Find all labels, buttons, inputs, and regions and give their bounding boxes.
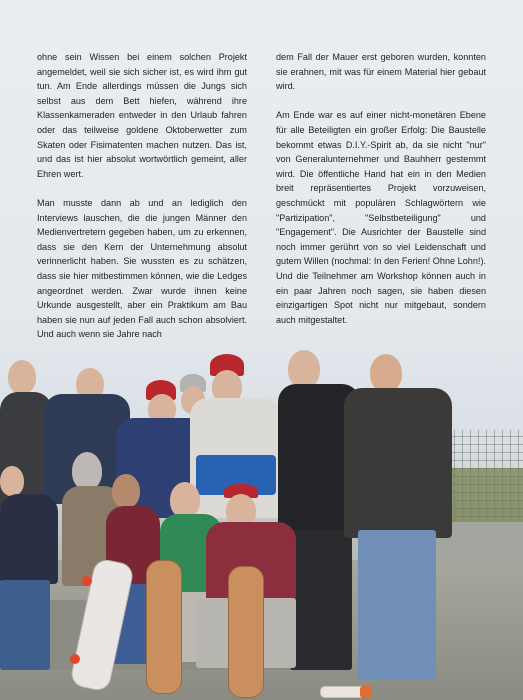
article-paragraph: Man musste dann ab und an lediglich den Interviews lauschen, die die jungen Männer den Medienvertretern gegeben haben, um zu erkennen, dass sie den Kern der Unternehmung absolut verinnerlicht haben. Sie wussten es zu schätzen, dass sie hier mitbestimmen können, wie die Ledges angeordnet werden. Zwar wurde ihnen keine Urkunde ausgestellt, aber ein Praktikum am Bau haben sie nun auf jeden Fall auch schon absolviert. Und auch wenn sie Jahre nach <box>37 197 247 340</box>
bottle-cap <box>360 686 372 698</box>
article-right-column <box>276 50 486 342</box>
article-left-column <box>37 50 247 356</box>
article-paragraph: dem Fall der Mauer erst geboren wurden, konnten sie erahnen, mit was für einem Material hier gebaut wird. <box>276 52 486 92</box>
article-paragraph: ohne sein Wissen bei einem solchen Projekt angemeldet, weil sie sich sicher ist, es wird ihm gut tun. Am Ende allerdings müssen die Jungs sich selbst aus dem Bett hiefen, während ihre Klassenkameraden entweder in den Urlaub fahren oder das teilweise goldene Oktoberwetter zum Skaten oder Fisimatenten machen nutzen. Das ist, und das ist hier absolut wortwörtlich gemeint, aller Ehren wert. <box>37 52 247 179</box>
article-paragraph: Am Ende war es auf einer nicht-monetären Ebene für alle Beteiligten ein großer Erfolg: Die Baustelle bekommt etwas D.I.Y.-Spirit ab, da sie nicht "nur" von Generalunternehmer und Bauhherr gestemmt wird. Die öffentliche Hand hat ein in den Medien breit repräsentiertes Projekt vorzuweisen, geschmückt mit populären Schlagwörtern wie "Partizipation", "Selbstbeteiligung" und "Engagement". Die Ausrichter der Baustelle sind noch immer gerührt von so viel Leidenschaft und gutem Willen (nochmal: In den Ferien! Ohne Lohn!). Und die Teilnehmer am Workshop können auch in ein paar Jahren noch sagen, sie haben diesen einzigartigen Spot nicht nur mitgebaut, sondern auch mitgestaltet. <box>276 110 486 325</box>
skateboard-wheel <box>82 576 92 586</box>
skateboard-wooden <box>228 566 264 698</box>
skateboard-wheel <box>70 654 80 664</box>
skateboard-wooden <box>146 560 182 694</box>
